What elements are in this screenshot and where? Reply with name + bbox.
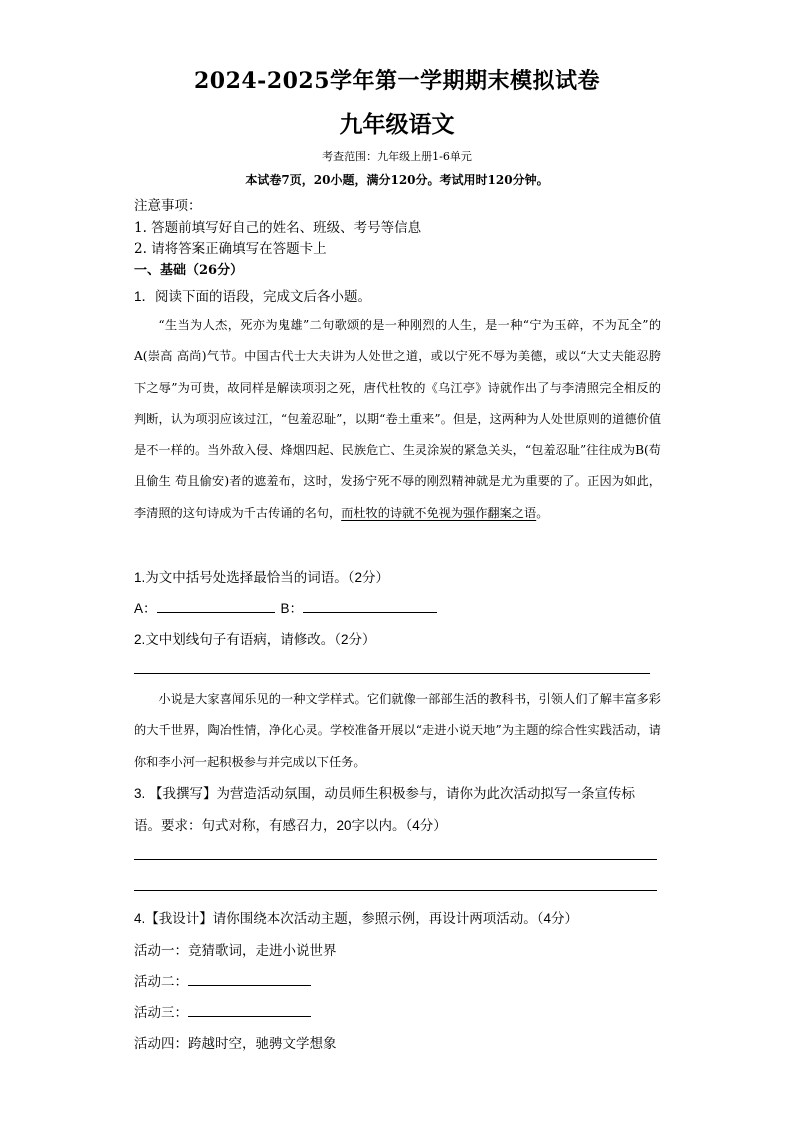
answer-blank-a[interactable] xyxy=(157,598,275,613)
activity-2-label: 活动二： xyxy=(134,974,188,989)
notice-item-2: 2. 请将答案正确填写在答题卡上 xyxy=(134,241,327,257)
activity-4: 活动四：跨越时空，驰骋文学想象 xyxy=(134,1036,337,1051)
exam-title: 2024-2025学年第一学期期末模拟试卷 xyxy=(193,68,601,94)
label-a: A： xyxy=(134,601,157,616)
answer-row-ab xyxy=(134,597,437,617)
question-3-line-1: 3. 【我撰写】为营造活动氛围，动员师生积极参与，请你为此次活动拟写一条宣传标 xyxy=(134,786,636,801)
exam-scope: 考查范围：九年级上册1-6单元 xyxy=(322,150,472,163)
question-3-line-2: 语。要求：句式对称，有感召力，20字以内。（4分） xyxy=(134,818,447,833)
activity-2-row xyxy=(134,970,311,990)
notice-item-1: 1. 答题前填写好自己的姓名、班级、考号等信息 xyxy=(134,220,422,236)
answer-line-q3-2[interactable] xyxy=(134,890,657,891)
activity-1: 活动一：竞猜歌词，走进小说世界 xyxy=(134,943,337,958)
activity-3-blank[interactable] xyxy=(188,1002,311,1017)
reading-passage xyxy=(134,310,661,529)
question-4-prompt: 4.【我设计】请你围绕本次活动主题，参照示例，再设计两项活动。（4分） xyxy=(134,911,579,926)
activity-3-label: 活动三： xyxy=(134,1005,188,1020)
notice-heading: 注意事项： xyxy=(134,198,202,214)
answer-line-q3-1[interactable] xyxy=(134,859,657,860)
label-b: B： xyxy=(280,601,304,616)
underlined-sentence: 而杜牧的诗就不免视为强作翻案之语 xyxy=(341,505,537,520)
activity-2-blank[interactable] xyxy=(188,971,311,986)
passage-end: 。 xyxy=(536,505,549,520)
intro-passage xyxy=(134,684,661,778)
intro-text: 小说是大家喜闻乐见的一种文学样式。它们就像一部部生活的教科书，引领人们了解丰富多彩的大千世界，陶冶性情，净化心灵。学校准备开展以“走进小说天地”为主题的综合性实践活动，请你和李小河一起积极参与并完成以下任务。 xyxy=(134,692,661,769)
passage-text: “生当为人杰，死亦为鬼雄”二句歌颂的是一种刚烈的人生，是一种“宁为玉碎，不为瓦全”的A(崇高 高尚)气节。中国古代士大夫讲为人处世之道，或以宁死不辱为美德，或以“大丈夫能忍胯下之辱”为可贵，故同样是解读项羽之死，唐代杜牧的《乌江亭》诗就作出了与李清照完全相反的判断，认为项羽应该过江，“包羞忍耻”，以期“卷土重来”。但是，这两种为人处世原则的道德价值是不一样的。当外敌入侵、烽烟四起、民族危亡、生灵涂炭的紧急关头，“包羞忍耻”往往成为B(苟且偷生 苟且偷安)者的遮羞布，这时，发扬宁死不辱的刚烈精神就是尤为重要的了。正因为如此，李清照的这句诗成为千古传诵的名句， xyxy=(134,318,661,520)
answer-blank-b[interactable] xyxy=(303,598,437,613)
question-1-1: 1.为文中括号处选择最恰当的词语。（2分） xyxy=(134,570,390,585)
answer-line-q1-2[interactable] xyxy=(134,673,650,674)
exam-info: 本试卷7页，20小题，满分120分。考试用时120分钟。 xyxy=(245,173,549,187)
question-1-2: 2.文中划线句子有语病，请修改。（2分） xyxy=(134,632,376,647)
exam-subtitle: 九年级语文 xyxy=(339,111,455,138)
section-heading: 一、基础（26分） xyxy=(134,263,244,278)
question-1-prompt: 1．阅读下面的语段，完成文后各小题。 xyxy=(134,289,372,304)
activity-3-row xyxy=(134,1001,311,1021)
